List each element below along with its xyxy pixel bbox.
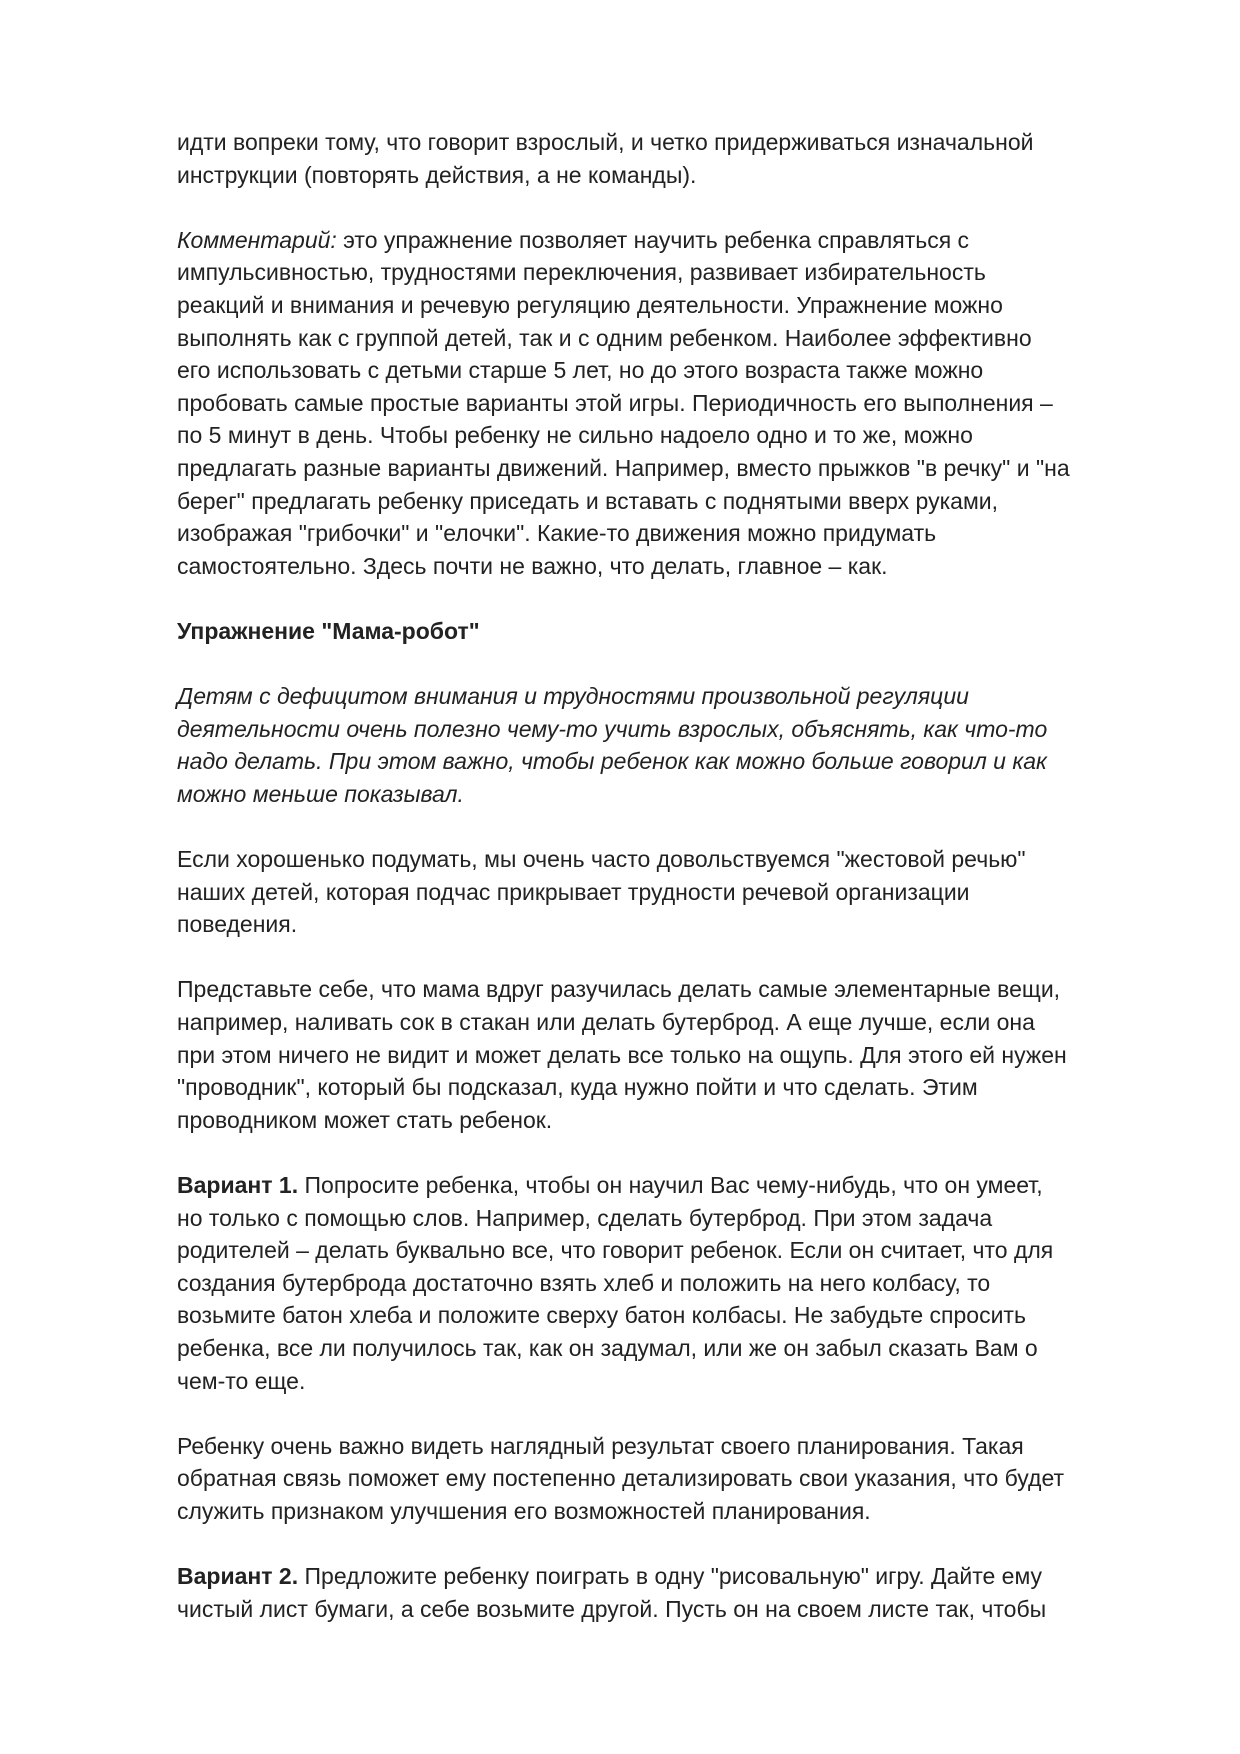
text-line: создания бутерброда достаточно взять хлеб и положить на него колбасу, то <box>177 1269 991 1296</box>
section-heading: Упражнение "Мама-робот" <box>177 617 480 644</box>
text-line: поведения. <box>177 911 298 938</box>
text-line: деятельности очень полезно чему-то учить взрослых, объяснять, как что-то <box>177 715 1048 742</box>
text-line: "проводник", который бы подсказал, куда нужно пойти и что сделать. Этим <box>177 1074 978 1101</box>
paragraph-variant-2 <box>177 1560 1157 1625</box>
text-line: Ребенку очень важно видеть наглядный результат своего планирования. Такая <box>177 1432 1024 1459</box>
text-line: предлагать разные варианты движений. Например, вместо прыжков "в речку" и "на <box>177 454 1070 481</box>
paragraph-variant-1 <box>177 1169 1157 1397</box>
text-line <box>177 224 1157 257</box>
text-line: изображая "грибочки" и "елочки". Какие-то движения можно придумать <box>177 520 937 547</box>
variant-label: Вариант 1. <box>177 1172 299 1198</box>
comment-label: Комментарий: <box>177 226 337 253</box>
text-line: Детям с дефицитом внимания и трудностями произвольной регуляции <box>177 683 969 710</box>
text-line: надо делать. При этом важно, чтобы ребенок как можно больше говорил и как <box>177 748 1047 775</box>
text-line: возьмите батон хлеба и положите сверху батон колбасы. Не забудьте спросить <box>177 1302 1026 1329</box>
paragraph-intro-italic <box>177 680 1157 810</box>
text-line: но только с помощью слов. Например, сделать бутерброд. При этом задача <box>177 1204 993 1231</box>
text-line: ребенка, все ли получилось так, как он задумал, или же он забыл сказать Вам о <box>177 1334 1038 1361</box>
paragraph-comment <box>177 224 1157 583</box>
text-line: идти вопреки тому, что говорит взрослый, и четко придерживаться изначальной <box>177 129 1034 155</box>
text-line: чем-то еще. <box>177 1367 306 1394</box>
paragraph-gesture-speech <box>177 843 1157 941</box>
text-line: наших детей, которая подчас прикрывает трудности речевой организации <box>177 878 970 905</box>
variant-label: Вариант 2. <box>177 1563 299 1590</box>
text-fragment: Предложите ребенку поиграть в одну "рисовальную" игру. Дайте ему <box>298 1563 1043 1590</box>
text-line: пробовать самые простые варианты этой игры. Периодичность его выполнения – <box>177 389 1053 416</box>
text-line: берег" предлагать ребенку приседать и вставать с поднятыми вверх руками, <box>177 487 998 514</box>
text-fragment: это упражнение позволяет научить ребенка справляться с <box>336 226 970 253</box>
text-line: реакций и внимания и речевую регуляцию деятельности. Упражнение можно <box>177 291 1003 318</box>
text-line: самостоятельно. Здесь почти не важно, что делать, главное – как. <box>177 552 888 579</box>
document-page <box>177 126 1157 1658</box>
paragraph-feedback <box>177 1430 1157 1528</box>
text-line: например, наливать сок в стакан или делать бутерброд. А еще лучше, если она <box>177 1009 1035 1036</box>
text-line: можно меньше показывал. <box>177 780 464 807</box>
text-line: проводником может стать ребенок. <box>177 1106 553 1133</box>
text-line: чистый лист бумаги, а себе возьмите другой. Пусть он на своем листе так, чтобы <box>177 1595 1047 1622</box>
text-line <box>177 1560 1157 1593</box>
text-line: при этом ничего не видит и может делать все только на ощупь. Для этого ей нужен <box>177 1041 1067 1068</box>
paragraph-instruction-end <box>177 126 1157 191</box>
text-line: Представьте себе, что мама вдруг разучилась делать самые элементарные вещи, <box>177 976 1061 1003</box>
paragraph-imagine <box>177 973 1157 1136</box>
text-fragment: Попросите ребенка, чтобы он научил Вас чему-нибудь, что он умеет, <box>298 1172 1043 1198</box>
text-line: инструкции (повторять действия, а не команды). <box>177 161 697 188</box>
text-line: по 5 минут в день. Чтобы ребенку не сильно надоело одно и то же, можно <box>177 422 973 449</box>
text-line: служить признаком улучшения его возможностей планирования. <box>177 1497 871 1524</box>
text-line <box>177 1169 1157 1202</box>
text-line: обратная связь поможет ему постепенно детализировать свои указания, что будет <box>177 1465 1065 1492</box>
text-line: импульсивностью, трудностями переключения, развивает избирательность <box>177 259 986 286</box>
text-line: родителей – делать буквально все, что говорит ребенок. Если он считает, что для <box>177 1237 1054 1264</box>
text-line: его использовать с детьми старше 5 лет, но до этого возраста также можно <box>177 357 984 384</box>
text-line: выполнять как с группой детей, так и с одним ребенком. Наиболее эффективно <box>177 324 1032 351</box>
text-line: Если хорошенько подумать, мы очень часто довольствуемся "жестовой речью" <box>177 846 1026 873</box>
